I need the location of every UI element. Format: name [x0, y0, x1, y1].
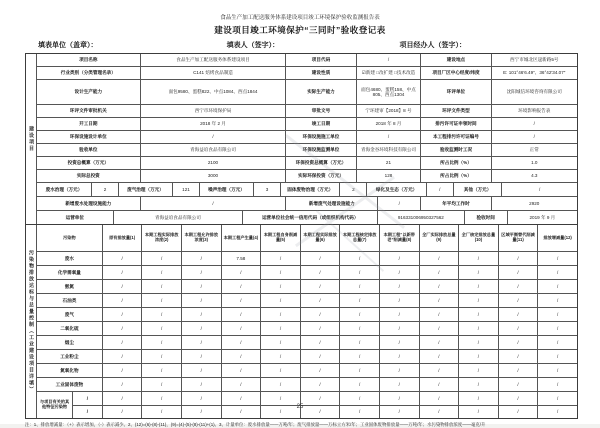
pollutant-value: / — [498, 294, 538, 307]
pollutant-value: / — [221, 350, 261, 363]
pollutant-value: / — [141, 252, 181, 265]
field-value: 2920 — [491, 197, 577, 210]
field-label: 建设性质 — [285, 67, 355, 79]
pollutant-value: / — [141, 322, 181, 335]
pollutant-value: / — [102, 350, 142, 363]
document-header — [0, 0, 600, 36]
pollutant-column-header: 本期工程“以新带老”削减量(8) — [379, 225, 419, 251]
handler-label: 项目经办人（签字）： — [399, 42, 467, 49]
pollutant-value: / — [260, 406, 300, 419]
field-label: 项目厂区中心经度/纬度 — [420, 67, 490, 79]
field-value: / — [501, 183, 577, 196]
field-label: 环评单位 — [420, 80, 490, 104]
pollutant-name: 废气 — [64, 311, 74, 317]
pollutant-value: / — [339, 308, 379, 321]
pollutant-column-header: 全厂实际排放总量(9) — [419, 225, 459, 251]
pollutant-value: / — [260, 252, 300, 265]
pollutant-value: / — [498, 378, 538, 391]
pollutant-value: / — [419, 336, 459, 349]
field-value: / — [491, 131, 577, 143]
page-number: 25 — [296, 404, 304, 410]
pollutant-value: / — [458, 378, 498, 391]
field-label: 废水治理（万元） — [45, 186, 83, 192]
pollutant-value: / — [260, 280, 300, 293]
pollutant-value: / — [537, 350, 577, 363]
pollutant-value: / — [458, 280, 498, 293]
pollutant-value: / — [260, 364, 300, 377]
field-label: 实际总投资 — [76, 173, 100, 179]
project-table-row — [37, 156, 577, 169]
field-value: E: 101°46′6.49″、36°42′34.07″ — [491, 67, 577, 79]
pollutant-value: / — [458, 294, 498, 307]
pollutant-value: / — [498, 252, 538, 265]
field-value: / — [356, 131, 421, 143]
field-label: 新增废气处理设施能力 — [285, 197, 377, 210]
form-title: 建设项目竣工环境保护“三同时”验收登记表 — [214, 25, 386, 35]
pollutant-value: / — [102, 308, 142, 321]
pollutant-name: 氨氮 — [64, 283, 74, 289]
pollutant-value: / — [221, 322, 261, 335]
pollutant-value: / — [102, 252, 142, 265]
pollutant-value: / — [498, 336, 538, 349]
project-table-row — [37, 169, 577, 182]
pollutant-row — [37, 265, 577, 279]
field-value: 121 — [172, 183, 199, 196]
pollutant-value: / — [260, 392, 300, 405]
pollutant-value: / — [498, 364, 538, 377]
project-table-row — [37, 182, 577, 196]
pollutant-value: / — [379, 266, 419, 279]
pollutant-value: / — [419, 364, 459, 377]
pollutant-value: / — [458, 350, 498, 363]
pollutant-value: / — [419, 378, 459, 391]
pollutant-value: / — [260, 294, 300, 307]
pollutant-column-header: 排放增减量(12) — [537, 225, 577, 251]
field-label: 绿化及生态（万元） — [366, 183, 425, 196]
pollutant-value: / — [260, 308, 300, 321]
pollutant-value: / — [339, 392, 379, 405]
pollutant-value: / — [498, 308, 538, 321]
pollutant-value: / — [498, 266, 538, 279]
pollutant-value: / — [379, 280, 419, 293]
pollutant-value: / — [537, 266, 577, 279]
field-value: 青海金谷环境科技有限公司 — [356, 144, 421, 156]
pollutant-value: / — [221, 378, 261, 391]
pollutant-value: / — [458, 266, 498, 279]
pollutant-value: / — [141, 350, 181, 363]
field-value: / — [356, 54, 421, 66]
pollutant-value: / — [498, 280, 538, 293]
pollutant-value: / — [458, 392, 498, 405]
pollutant-value: / — [419, 350, 459, 363]
pollutant-value: / — [379, 308, 419, 321]
pollutant-value: / — [339, 364, 379, 377]
pollutant-value: / — [260, 266, 300, 279]
field-label: 环评文件审批机关 — [69, 108, 107, 114]
field-value: 食品生产加工配送服务体系建设项目 — [140, 54, 286, 66]
field-value: 128 — [356, 170, 421, 182]
pollutant-value: / — [458, 406, 498, 419]
pollutant-value: / — [260, 378, 300, 391]
pollutant-value: / — [260, 336, 300, 349]
pollutant-name: 石油类 — [62, 297, 77, 303]
field-value: 2 — [91, 183, 118, 196]
field-label: 开工日期 — [79, 121, 98, 127]
pollutant-value: / — [537, 364, 577, 377]
pollutant-value: / — [181, 406, 221, 419]
pollutant-value: / — [181, 322, 221, 335]
field-value: 西宁市城北区逯新路5号 — [491, 54, 577, 66]
pollutant-name: / — [72, 392, 102, 405]
field-value: C141 焙烤食品制造 — [140, 67, 286, 79]
field-value: 4.3 — [491, 170, 577, 182]
pollutant-row — [72, 392, 577, 405]
field-label: 设计生产能力 — [74, 89, 103, 95]
pollutant-name-header: 污染物 — [63, 234, 76, 240]
field-value: 916331006950327562 — [377, 211, 463, 224]
pollutant-value: / — [458, 252, 498, 265]
pollutant-value: / — [537, 294, 577, 307]
pollutant-value: / — [300, 364, 340, 377]
field-label: 建设地点 — [420, 54, 490, 66]
pollutant-value: / — [419, 252, 459, 265]
pollutant-value: / — [221, 392, 261, 405]
pollutant-row — [37, 279, 577, 293]
pollutant-value: / — [379, 252, 419, 265]
field-label: 竣工日期 — [285, 118, 355, 130]
pollutant-value: / — [419, 308, 459, 321]
project-table-row — [37, 143, 577, 156]
pollutant-value: / — [537, 252, 577, 265]
pollutant-row — [37, 335, 577, 349]
field-label: 实际生产能力 — [285, 80, 355, 104]
pollutant-value: / — [537, 378, 577, 391]
field-label: 投资总概算（万元） — [67, 160, 109, 166]
fill-person-label: 填表人（签字）： — [226, 42, 280, 49]
field-value: 面包9580、蛋糕822、中点1084、西点1844 — [140, 80, 286, 104]
pollutant-value: / — [339, 322, 379, 335]
pollutant-value: / — [379, 378, 419, 391]
pollutant-value: / — [419, 266, 459, 279]
field-value: / — [140, 197, 286, 210]
project-table-row — [37, 104, 577, 117]
pollutant-value: / — [260, 350, 300, 363]
pollutant-value: / — [141, 308, 181, 321]
pollutant-value: / — [181, 266, 221, 279]
pollutant-column-header: 本期工程允许排放浓度(3) — [181, 225, 221, 251]
field-label: 环保设施监测单位 — [285, 144, 355, 156]
pollutant-value: / — [339, 294, 379, 307]
field-label: 行业类别（分类管理名录） — [60, 70, 116, 76]
pollutant-row — [37, 251, 577, 265]
pollutant-row — [37, 321, 577, 335]
fill-unit-label: 填表单位（盖章）： — [38, 42, 98, 49]
pollutant-column-header: 区域平衡替代削减量(11) — [498, 225, 538, 251]
pollutant-value: / — [498, 322, 538, 335]
field-value: 3 — [253, 183, 280, 196]
pollutant-value: / — [102, 266, 142, 279]
field-label: 项目名称 — [79, 57, 98, 63]
pollutant-name: 氮氧化物 — [60, 367, 79, 373]
pollutant-value: / — [458, 322, 498, 335]
pollutant-name: / — [72, 406, 102, 419]
pollutant-value: / — [102, 406, 142, 419]
field-label: 新增废水处理设施能力 — [65, 200, 112, 206]
pollutant-value: / — [102, 280, 142, 293]
project-table-row — [37, 66, 577, 79]
pollutant-value: / — [102, 322, 142, 335]
other-pollutants-group-label: 与项目有关的其他特征污染物 — [39, 399, 70, 409]
pollutant-value: / — [300, 322, 340, 335]
field-value: 21 — [356, 157, 421, 169]
pollutant-name: 烟尘 — [64, 339, 74, 345]
pollutant-value: / — [339, 336, 379, 349]
pollutant-row — [37, 349, 577, 363]
pollutant-value: / — [181, 336, 221, 349]
pollutant-name: 工业固体废物 — [55, 381, 84, 387]
pollutant-value: / — [498, 392, 538, 405]
pollutant-value: / — [102, 294, 142, 307]
field-label: 运营单位 — [65, 214, 84, 220]
pollutant-value: / — [419, 322, 459, 335]
pollutant-value: / — [181, 308, 221, 321]
field-label: 验收时间 — [464, 211, 507, 224]
pollutant-row — [37, 377, 577, 391]
field-value: 3000 — [140, 170, 286, 182]
field-label: 环保设施设计单位 — [69, 134, 107, 140]
pollutant-value: / — [379, 406, 419, 419]
field-label: 验收单位 — [79, 147, 98, 153]
pollutant-value: / — [419, 280, 459, 293]
pollutant-column-header: 本期工程实际排放浓度(2) — [141, 225, 181, 251]
pollutant-value: / — [102, 378, 142, 391]
pollutant-value: / — [339, 406, 379, 419]
project-section-label: 建设项目 — [26, 54, 37, 224]
pollutant-value: / — [181, 280, 221, 293]
field-value: 2018 年 2 月 — [140, 118, 286, 130]
pollutant-column-header: 本期工程实际排放量(6) — [300, 225, 340, 251]
pollutant-value: / — [458, 336, 498, 349]
project-info-table — [25, 53, 578, 225]
field-value: 正常 — [491, 144, 577, 156]
field-label: 实际环保投资（万元） — [285, 170, 355, 182]
pollutant-value: / — [181, 350, 221, 363]
signature-line — [38, 40, 562, 50]
field-value: 环境影响报告表 — [491, 105, 577, 117]
pollutant-value: / — [379, 294, 419, 307]
pollutant-column-header: 全厂核定排放总量(10) — [458, 225, 498, 251]
pollutant-row — [37, 307, 577, 321]
field-label: 项目代码 — [285, 54, 355, 66]
pollutant-value: / — [181, 364, 221, 377]
field-label: 年平均工作时 — [420, 197, 490, 210]
pollutant-value: / — [141, 336, 181, 349]
pollutant-value: / — [419, 392, 459, 405]
pollutant-column-header: 本期工程自身削减量(5) — [260, 225, 300, 251]
pollutant-value: / — [379, 350, 419, 363]
field-label: 本工程排污许可证编号 — [420, 131, 490, 143]
pollutant-value: / — [379, 364, 419, 377]
pollutant-value: / — [102, 392, 142, 405]
field-value: 2018 年 8 月 — [356, 118, 421, 130]
pollutant-value: / — [339, 252, 379, 265]
pollutant-table-rows — [37, 225, 577, 418]
field-value: 青海益谊食品有限公司 — [140, 144, 286, 156]
pollutant-value: / — [300, 336, 340, 349]
pollutant-value: / — [458, 364, 498, 377]
project-table-row — [37, 210, 577, 224]
field-label: 噪声治理（万元） — [199, 183, 253, 196]
pollutant-value: / — [339, 280, 379, 293]
field-value: / — [426, 183, 453, 196]
field-value: 2100 — [140, 157, 286, 169]
field-value: 沈阳城信环境咨询有限公司 — [491, 80, 577, 104]
project-table-row — [37, 117, 577, 130]
pollutant-value: / — [221, 294, 261, 307]
field-label: 所占比例（%） — [420, 157, 490, 169]
pollutant-value: / — [379, 322, 419, 335]
field-value: 2 — [339, 183, 366, 196]
form-area — [25, 53, 578, 428]
pollutant-value: / — [141, 378, 181, 391]
pollutant-value: / — [339, 350, 379, 363]
field-label: 验收监测时工况 — [420, 144, 490, 156]
project-table-row — [37, 196, 577, 210]
pollutant-value: / — [181, 392, 221, 405]
report-title: 食品生产加工配送服务体系建设项目竣工环境保护验收监测报告表 — [220, 15, 380, 21]
pollutant-value: / — [300, 392, 340, 405]
pollutant-value: / — [339, 266, 379, 279]
field-value: 西宁市环境保护局 — [140, 105, 286, 117]
pollutant-row — [37, 363, 577, 377]
pollutant-value: 7.58 — [221, 252, 261, 265]
pollutant-value: / — [537, 336, 577, 349]
pollutant-value: / — [458, 308, 498, 321]
field-value: 面包4680、蛋糕158、中点805、西点1304 — [356, 80, 421, 104]
pollutant-value: / — [181, 378, 221, 391]
project-table-row — [37, 54, 577, 66]
pollutant-value: / — [537, 322, 577, 335]
pollutant-section-label: 污染物排放达标与总量控制（工业建设项目详填） — [26, 225, 37, 418]
pollutant-value: / — [537, 406, 577, 419]
pollutant-name: 废水 — [64, 255, 74, 261]
pollutant-value: / — [221, 336, 261, 349]
pollutant-value: / — [419, 406, 459, 419]
pollutant-value: / — [141, 406, 181, 419]
pollutant-value: / — [379, 336, 419, 349]
pollutant-value: / — [537, 280, 577, 293]
field-value: 2019 年 9 月 — [507, 211, 577, 224]
pollutant-value: / — [141, 364, 181, 377]
pollutant-value: / — [102, 336, 142, 349]
pollutant-value: / — [300, 378, 340, 391]
project-table-row — [37, 79, 577, 104]
pollutant-value: / — [141, 392, 181, 405]
field-value: / — [140, 131, 286, 143]
pollutant-column-header: 本期工程产生量(4) — [221, 225, 261, 251]
field-value: ☑新建 □改扩建 □技术改造 — [356, 67, 421, 79]
pollutant-row — [37, 293, 577, 307]
field-label: 环保设施施工单位 — [285, 131, 355, 143]
pollutant-value: / — [300, 308, 340, 321]
field-label: 排污许可证申领时间 — [420, 118, 490, 130]
pollutant-value: / — [300, 294, 340, 307]
pollutant-value: / — [300, 266, 340, 279]
pollutant-value: / — [141, 294, 181, 307]
pollutant-value: / — [300, 350, 340, 363]
pollutant-value: / — [498, 350, 538, 363]
pollutant-value: / — [221, 308, 261, 321]
field-label: 其他（万元） — [453, 183, 502, 196]
field-label: 固体废物治理（万元） — [280, 183, 339, 196]
pollutant-value: / — [260, 322, 300, 335]
pollutant-column-header: 原有排放量(1) — [102, 225, 142, 251]
pollutant-value: / — [221, 280, 261, 293]
pollutant-value: / — [537, 392, 577, 405]
field-label: 废气治理（万元） — [118, 183, 172, 196]
field-value: 宁环建审【2018】8 号 — [356, 105, 421, 117]
footnote: 注：1、排放增减量：（+）表示增加，（-）表示减少。2、(12)=(6)-(8)-(11)，(9)=(4)-(5)-(8)-(11)+(1)。3、计量单位：废水排放量——万吨/年；废气排放量——万标立方米/年；工业固体废物排放量——万吨/年；水污染物排放浓度——毫克/升 — [25, 422, 486, 427]
project-table-rows — [37, 54, 577, 224]
pollutant-table — [25, 224, 578, 419]
pollutant-value: / — [498, 406, 538, 419]
field-value: 青海益谊食品有限公司 — [113, 211, 243, 224]
pollutant-value: / — [300, 280, 340, 293]
field-value: 1.0 — [491, 157, 577, 169]
field-label: 环评文件类型 — [420, 105, 490, 117]
pollutant-value: / — [181, 294, 221, 307]
field-label: 审批文号 — [285, 105, 355, 117]
pollutant-value: / — [102, 364, 142, 377]
pollutant-value: / — [181, 252, 221, 265]
pollutant-name: 化学需氧量 — [57, 269, 81, 275]
pollutant-value: / — [419, 294, 459, 307]
pollutant-name: 工业粉尘 — [60, 353, 79, 359]
pollutant-value: / — [141, 280, 181, 293]
pollutant-value: / — [339, 378, 379, 391]
pollutant-value: / — [379, 392, 419, 405]
pollutant-value: / — [300, 406, 340, 419]
field-label: 运营单位社会统一信用代码（或组织机构代码） — [242, 211, 377, 224]
field-value: / — [377, 197, 420, 210]
pollutant-column-header: 本期工程核定排放总量(7) — [339, 225, 379, 251]
field-label: 所占比例（%） — [420, 170, 490, 182]
pollutant-name: 二氧化硫 — [60, 325, 79, 331]
project-table-row — [37, 130, 577, 143]
field-label: 环保投资总概算（万元） — [285, 157, 355, 169]
pollutant-value: / — [300, 252, 340, 265]
field-value: / — [491, 118, 577, 130]
pollutant-value: / — [141, 266, 181, 279]
pollutant-value: / — [221, 406, 261, 419]
pollutant-value: / — [221, 364, 261, 377]
pollutant-value: / — [537, 308, 577, 321]
pollutant-value: / — [221, 266, 261, 279]
pollutant-header-row — [37, 225, 577, 251]
